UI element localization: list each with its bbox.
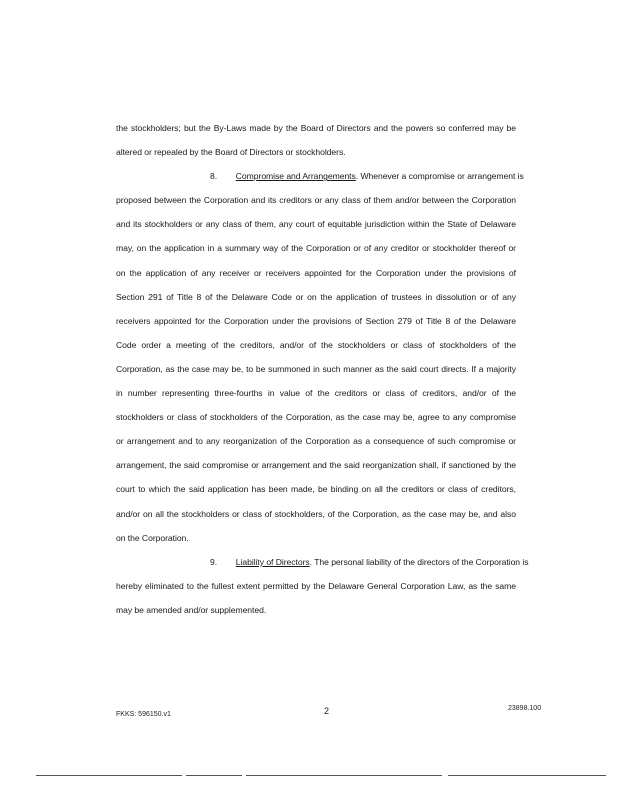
text-line: Corporation, as the case may be, to be summoned in such manner as the said court directs. If a majority (116, 363, 516, 374)
text-line: receivers appointed for the Corporation under the provisions of Section 279 of Title 8 of the Delaware (116, 315, 516, 326)
text-line: and/or on all the stockholders or class of stockholders, of the Corporation, as the case may be, and also (116, 508, 516, 519)
section-9-intro: . The personal liability of the directors of the Corporation is (309, 556, 529, 567)
page-number: 2 (324, 706, 330, 716)
text-line: court to which the said application has been made, be binding on all the creditors or class of creditors, (116, 484, 516, 495)
text-line: hereby eliminated to the fullest extent permitted by the Delaware General Corporation Law, as the same (116, 580, 516, 591)
text-line: or arrangement and to any reorganization of the Corporation as a consequence of such compromise or (116, 436, 516, 447)
scan-edge-line (448, 775, 606, 776)
text-line: proposed between the Corporation and its creditors or any class of them and/or between the Corporation (116, 195, 516, 206)
text-line: altered or repealed by the Board of Directors or stockholders. (116, 147, 346, 158)
body-text (116, 116, 529, 622)
section-8-heading: Compromise and Arrangements (235, 171, 356, 182)
text-line: and its stockholders or any class of them, any court of equitable jurisdiction within the State of Delaware (116, 219, 516, 230)
section-9-number: 9. (210, 556, 218, 567)
text-line: Code order a meeting of the creditors, and/or of the stockholders or class of stockholders of the (116, 339, 516, 350)
text-line: in number representing three-fourths in value of the creditors or class of creditors, and/or of the (116, 388, 516, 399)
section-8-number: 8. (210, 171, 218, 182)
text-line: Section 291 of Title 8 of the Delaware Code or on the application of trustees in dissolution or of any (116, 291, 516, 302)
section-8-intro: . Whenever a compromise or arrangement is (355, 171, 524, 182)
footer-doc-id: FKKS: 596150.v1 (116, 711, 171, 718)
text-line: on the application of any receiver or receivers appointed for the Corporation under the provisions of (116, 267, 516, 278)
text-line: the stockholders; but the By-Laws made by the Board of Directors and the powers so conferred may be (116, 123, 516, 133)
section-9-first-line (116, 550, 529, 574)
section-8-first-line (116, 164, 524, 188)
text-line: may, on the application in a summary way of the Corporation or of any creditor or stockholder thereof or (116, 243, 516, 254)
scan-edge-line (186, 775, 242, 776)
scan-edge-line (36, 775, 182, 776)
text-line: on the Corporation. (116, 532, 189, 543)
scan-edge-line (246, 775, 442, 776)
footer-ref-number: 23898.100 (508, 705, 542, 712)
text-line: stockholders or class of stockholders of the Corporation, as the case may be, agree to any compromise (116, 412, 516, 423)
text-line: arrangement, the said compromise or arrangement and the said reorganization shall, if sanctioned by the (116, 460, 516, 471)
section-9-heading: Liability of Directors (235, 556, 310, 567)
text-line: may be amended and/or supplemented. (116, 604, 267, 615)
